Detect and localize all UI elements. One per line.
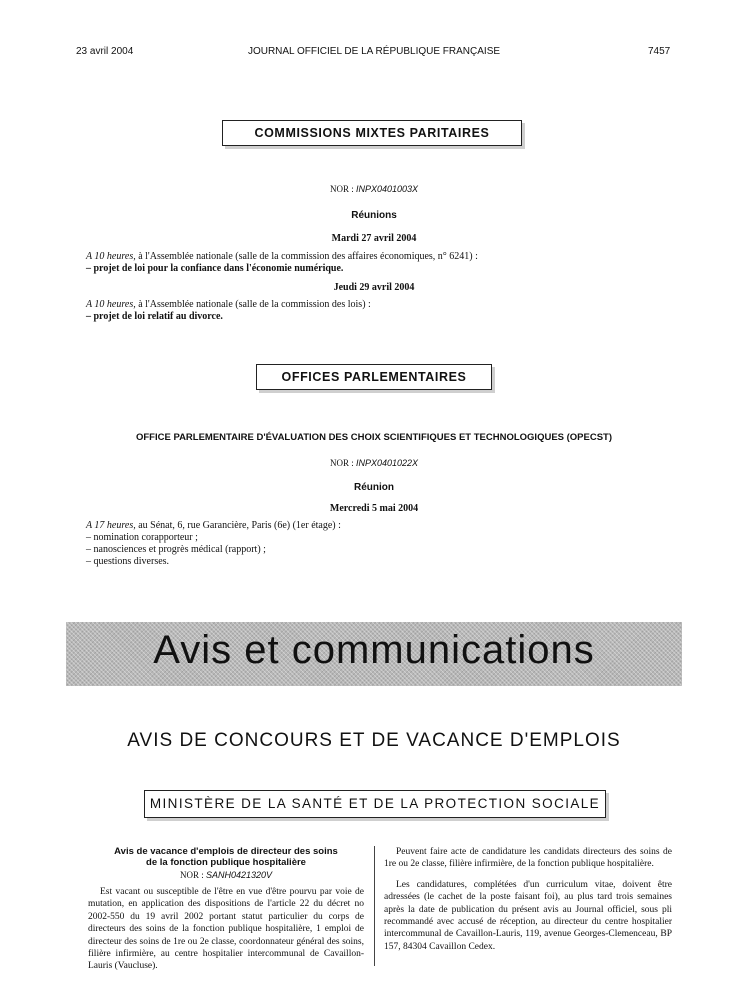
- meeting-topic-1: – projet de loi pour la confiance dans l'économie numérique.: [86, 263, 344, 274]
- meeting-place-1: [86, 251, 478, 262]
- avis-heading: AVIS DE CONCOURS ET DE VACANCE D'EMPLOIS: [127, 730, 621, 751]
- nor-offices: [0, 458, 748, 468]
- article-right-column: [384, 846, 672, 953]
- meeting-topic-2: – projet de loi relatif au divorce.: [86, 311, 223, 322]
- article-right-paragraph: Peuvent faire acte de candidature les candidats directeurs des soins de 1re ou 2e classe, filière infirmière, de la fonction publique hospitalière.: [384, 847, 672, 870]
- agenda-item: – questions diverses.: [86, 556, 170, 567]
- meeting-date-2: Jeudi 29 avril 2004: [333, 282, 415, 293]
- article-title: [88, 846, 364, 868]
- article-right-paragraph: Les candidatures, complétées d'un curriculum vitae, doivent être adressées (le cachet de la poste faisant foi), au plus tard trois semaines après la date de publication du présent avis au Journal officiel, sous pli recommandé avec accusé de réception, au directeur du centre hospitalier intercommunal de Cavaillon-Lauris, 119, avenue Georges-Clemenceau, BP 157, 84304 Cavaillon Cedex.: [384, 879, 672, 952]
- meeting-time: A 17 heures,: [86, 520, 136, 531]
- nor-label: NOR :: [329, 458, 354, 468]
- subtitle-reunion: Réunion: [354, 482, 394, 493]
- nor-code: INPX0401022X: [355, 458, 419, 468]
- section-banner: [66, 622, 682, 686]
- subtitle-reunions: Réunions: [351, 210, 397, 221]
- nor-code: INPX0401003X: [355, 184, 419, 194]
- nor-code: SANH0421320V: [205, 870, 273, 880]
- agenda-item: – nanosciences et progrès médical (rapport) ;: [86, 544, 266, 555]
- office-meeting-place: [86, 520, 341, 531]
- article-title-line: de la fonction publique hospitalière: [146, 857, 306, 868]
- article-title-line: Avis de vacance d'emplois de directeur des soins: [114, 846, 338, 857]
- agenda-item: – nomination corapporteur ;: [86, 532, 198, 543]
- section-title-cmp: COMMISSIONS MIXTES PARITAIRES: [222, 120, 522, 146]
- header-date: 23 avril 2004: [76, 46, 134, 57]
- nor-article: [88, 870, 364, 880]
- article-left-paragraph: Est vacant ou susceptible de l'être en vue d'être pourvu par voie de mutation, en application des dispositions de l'article 22 du décret no 2002-550 du 19 avril 2002 portant statut particulier du corps de directeurs des soins de la fonction publique hospitalière, 1 emploi de directeur des soins de 1re ou 2e classe, coordonnateur général des soins, filière infirmière, au centre hospitalier intercommunal de Cavaillon-Lauris (Vaucluse).: [88, 887, 364, 972]
- meeting-place-text: au Sénat, 6, rue Garancière, Paris (6e) (1er étage) :: [135, 520, 341, 531]
- office-name: OFFICE PARLEMENTAIRE D'ÉVALUATION DES CHOIX SCIENTIFIQUES ET TECHNOLOGIQUES (OPECST): [135, 432, 613, 443]
- office-meeting-date: Mercredi 5 mai 2004: [329, 503, 419, 514]
- ministry-title: MINISTÈRE DE LA SANTÉ ET DE LA PROTECTION SOCIALE: [144, 790, 606, 818]
- nor-label: NOR :: [329, 184, 354, 194]
- meeting-time: A 10 heures,: [86, 251, 136, 262]
- meeting-date-1: Mardi 27 avril 2004: [331, 233, 417, 244]
- meeting-place-text: à l'Assemblée nationale (salle de la commission des lois) :: [135, 299, 371, 310]
- column-divider: [374, 846, 375, 966]
- section-title-offices: OFFICES PARLEMENTAIRES: [256, 364, 492, 390]
- meeting-place-text: à l'Assemblée nationale (salle de la commission des affaires économiques, n° 6241) :: [135, 251, 478, 262]
- meeting-time: A 10 heures,: [86, 299, 136, 310]
- nor-cmp: [0, 184, 748, 194]
- header-journal-title: JOURNAL OFFICIEL DE LA RÉPUBLIQUE FRANÇAISE: [247, 46, 501, 57]
- banner-title: Avis et communications: [153, 628, 595, 672]
- nor-label: NOR :: [179, 870, 204, 880]
- meeting-place-2: [86, 299, 371, 310]
- header-page-number: 7457: [648, 46, 671, 57]
